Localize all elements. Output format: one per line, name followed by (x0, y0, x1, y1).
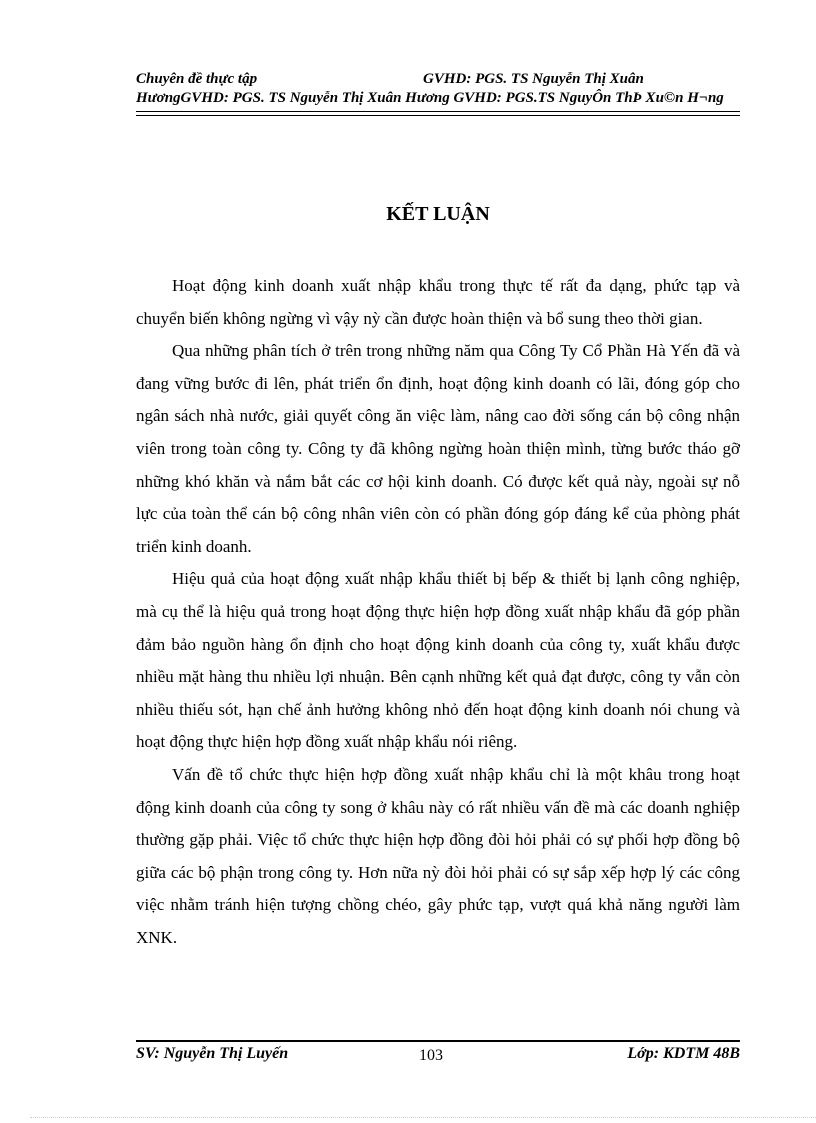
footer-student: SV: Nguyễn Thị Luyến (136, 1045, 289, 1062)
header-topic: Chuyên đề thực tập (136, 71, 258, 87)
paragraph: Hiệu quả của hoạt động xuất nhập khẩu thiết bị bếp & thiết bị lạnh công nghiệp, mà cụ thể là hiệu quả trong hoạt động thực hiện hợp đồng xuất nhập khẩu đã góp phần đảm bảo nguồn hàng ổn định cho hoạt động kinh doanh của công ty, xuất khẩu được nhiều mặt hàng thu nhiều lợi nhuận. Bên cạnh những kết quả đạt được, công ty vẫn còn nhiều thiếu sót, hạn chế ảnh hưởng không nhỏ đến hoạt động kinh doanh nói chung và hoạt động thực hiện hợp đồng xuất nhập khẩu nói riêng. (136, 569, 740, 752)
footer-divider (136, 1040, 740, 1042)
page-edge-divider (30, 1117, 816, 1118)
header-divider (136, 111, 740, 116)
page-number: 103 (419, 1047, 443, 1064)
header-supervisor-continued: HươngGVHD: PGS. TS Nguyễn Thị Xuân Hương GVHD: PGS.TS NguyÔn ThÞ Xu©n H¬ng (136, 90, 724, 106)
page-header (136, 70, 816, 108)
conclusion-body (136, 270, 740, 954)
paragraph: Vấn đề tổ chức thực hiện hợp đồng xuất nhập khẩu chỉ là một khâu trong hoạt động kinh doanh của công ty song ở khâu này có rất nhiều vấn đề mà các doanh nghiệp thường gặp phải. Việc tổ chức thực hiện hợp đồng đòi hỏi phải có sự phối hợp đồng bộ giữa các bộ phận trong công ty. Hơn nữa nỳ đòi hỏi phải có sự sắp xếp hợp lý các công việc nhằm tránh hiện tượng chồng chéo, gây phức tạp, vượt quá khả năng người làm XNK. (136, 764, 740, 947)
paragraph: Hoạt động kinh doanh xuất nhập khẩu trong thực tế rất đa dạng, phức tạp và chuyển biến không ngừng vì vậy nỳ cần được hoàn thiện và bổ sung theo thời gian. (136, 276, 740, 328)
footer-class: Lớp: KDTM 48B (627, 1045, 740, 1062)
paragraph: Qua những phân tích ở trên trong những năm qua Công Ty Cổ Phần Hà Yến đã và đang vững bước đi lên, phát triển ổn định, hoạt động kinh doanh có lãi, đóng góp cho ngân sách nhà nước, giải quyết công ăn việc làm, nâng cao đời sống cán bộ công nhận viên trong toàn công ty. Công ty đã không ngừng hoàn thiện mình, từng bước tháo gỡ những khó khăn và nắm bắt các cơ hội kinh doanh. Có được kết quả này, ngoài sự nỗ lực của toàn thể cán bộ công nhân viên còn có phần đóng góp đáng kể của phòng phát triển kinh doanh. (136, 341, 740, 556)
page-title: KẾT LUẬN (386, 203, 490, 225)
header-supervisor: GVHD: PGS. TS Nguyễn Thị Xuân (423, 71, 644, 87)
page-footer (136, 1045, 740, 1067)
